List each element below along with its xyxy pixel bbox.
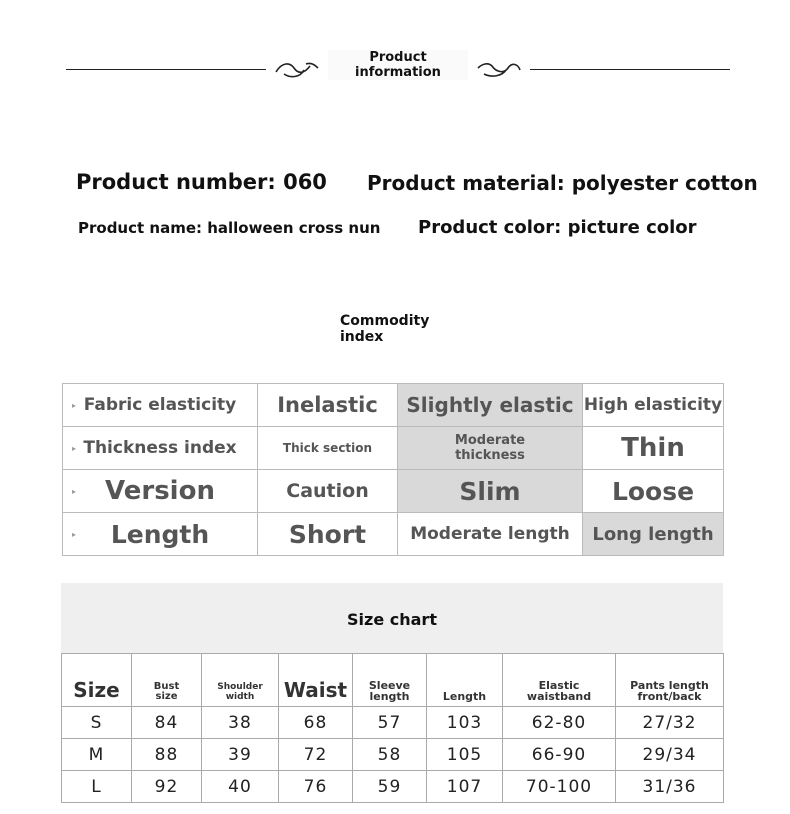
sleeve-cell: 59 (353, 771, 427, 803)
moderate-line-1: Moderate (454, 433, 526, 448)
title-line-2: information (355, 65, 441, 80)
header-pants-line-2: front/back (637, 690, 702, 703)
index-label: Length (110, 519, 210, 549)
shoulder-cell: 40 (202, 771, 279, 803)
product-color: Product color: picture color (418, 217, 697, 238)
elastic-cell: 70-100 (503, 771, 616, 803)
index-label: Fabric elasticity (83, 395, 237, 415)
index-label: Thickness index (83, 438, 237, 458)
size-chart-title: Size chart (347, 610, 437, 629)
size-chart-header-row (62, 654, 724, 707)
title-line-1: Product (369, 50, 427, 65)
header-rule-right (530, 69, 730, 70)
size-row-s (62, 707, 724, 739)
header-sleeve-line-1: Sleeve (368, 679, 411, 692)
header-elastic-line-2: waistband (526, 690, 592, 703)
index-option: Thin (583, 427, 724, 470)
bust-cell: 92 (132, 771, 202, 803)
header-size: Size (62, 654, 132, 707)
header-elastic-line-1: Elastic (538, 679, 580, 692)
waist-cell: 68 (279, 707, 353, 739)
elastic-cell: 62-80 (503, 707, 616, 739)
index-label-cell (63, 513, 258, 556)
length-cell: 107 (427, 771, 503, 803)
commodity-index-title (340, 313, 429, 345)
bust-cell: 88 (132, 739, 202, 771)
index-row-thickness (63, 427, 724, 470)
header-shoulder-line-2: width (225, 692, 255, 702)
size-chart-header (61, 583, 723, 653)
index-option: Caution (258, 470, 398, 513)
product-material: Product material: polyester cotton (367, 171, 758, 195)
header-bust-line-2: size (155, 691, 178, 702)
triangle-bullet-icon: ▸ (72, 444, 77, 453)
header-pants-length (616, 654, 724, 707)
triangle-bullet-icon: ▸ (72, 530, 77, 539)
index-option-selected (398, 427, 583, 470)
header-waist: Waist (279, 654, 353, 707)
index-row-fabric-elasticity (63, 384, 724, 427)
size-row-m (62, 739, 724, 771)
sleeve-cell: 57 (353, 707, 427, 739)
commodity-title-line-2: index (340, 329, 384, 345)
elastic-cell: 66-90 (503, 739, 616, 771)
index-option: Inelastic (258, 384, 398, 427)
header-bust-line-1: Bust (153, 681, 180, 692)
index-option: High elasticity (583, 384, 724, 427)
index-option: Thick section (258, 427, 398, 470)
product-name: Product name: halloween cross nun (78, 219, 381, 237)
product-number: Product number: 060 (76, 170, 327, 194)
header-shoulder (202, 654, 279, 707)
index-option-selected: Long length (583, 513, 724, 556)
sleeve-cell: 58 (353, 739, 427, 771)
swirl-ornament-right-icon (476, 58, 522, 80)
header-rule-left (66, 69, 266, 70)
header-sleeve (353, 654, 427, 707)
index-option-selected: Slim (398, 470, 583, 513)
index-label-cell (63, 470, 258, 513)
length-cell: 105 (427, 739, 503, 771)
waist-cell: 76 (279, 771, 353, 803)
size-chart-table (61, 653, 724, 803)
header-bust (132, 654, 202, 707)
swirl-ornament-left-icon (274, 58, 320, 80)
index-row-version (63, 470, 724, 513)
triangle-bullet-icon: ▸ (72, 401, 77, 410)
bust-cell: 84 (132, 707, 202, 739)
header-length: Length (427, 654, 503, 707)
size-cell: L (62, 771, 132, 803)
shoulder-cell: 38 (202, 707, 279, 739)
pants-cell: 27/32 (616, 707, 724, 739)
size-cell: S (62, 707, 132, 739)
length-cell: 103 (427, 707, 503, 739)
index-option: Moderate length (398, 513, 583, 556)
product-information-title (328, 50, 468, 80)
index-label-cell (63, 384, 258, 427)
size-row-l (62, 771, 724, 803)
header-sleeve-line-2: length (369, 690, 410, 703)
size-cell: M (62, 739, 132, 771)
shoulder-cell: 39 (202, 739, 279, 771)
index-option: Loose (583, 470, 724, 513)
index-option: Short (258, 513, 398, 556)
pants-cell: 29/34 (616, 739, 724, 771)
commodity-title-line-1: Commodity (340, 313, 430, 329)
index-option-selected: Slightly elastic (398, 384, 583, 427)
triangle-bullet-icon: ▸ (72, 487, 77, 496)
header-elastic (503, 654, 616, 707)
moderate-line-2: thickness (455, 448, 525, 463)
header-shoulder-line-1: Shoulder (217, 682, 263, 692)
pants-cell: 31/36 (616, 771, 724, 803)
index-row-length (63, 513, 724, 556)
index-label-cell (63, 427, 258, 470)
index-label: Version (105, 476, 215, 506)
commodity-index-table (62, 383, 724, 556)
waist-cell: 72 (279, 739, 353, 771)
header-pants-line-1: Pants length (630, 679, 709, 692)
